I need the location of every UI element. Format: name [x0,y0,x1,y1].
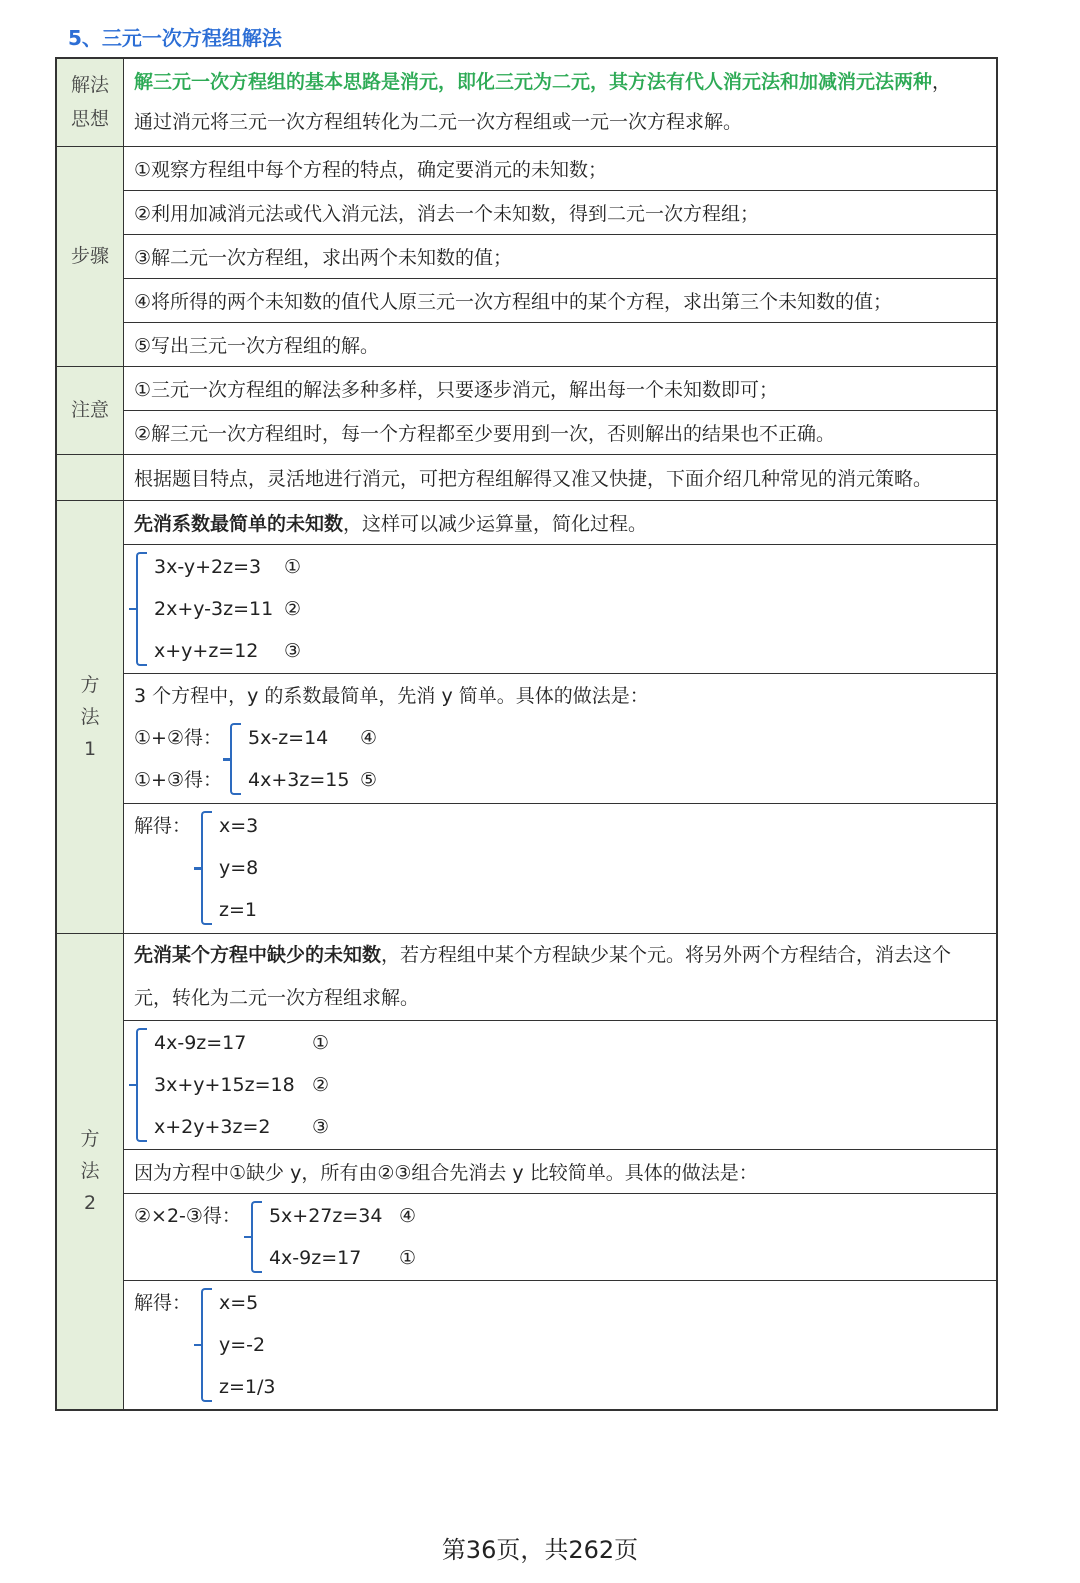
solution-system [199,805,258,931]
combo-labels [134,717,222,801]
solution-label-col [134,805,191,931]
combo-label: ①+③得： [134,769,222,791]
method2-system [124,1020,998,1149]
method1-work [124,673,998,803]
label-steps: 步骤 [56,146,124,366]
step-item: ①观察方程组中每个方程的特点，确定要消元的未知数； [124,146,998,190]
solution-line: x=5 [219,1291,259,1314]
idea-green-text: 解三元一次方程组的基本思路是消元，即化三元为二元，其方法有代人消元法和加减消元法两种 [134,71,933,94]
method2-intro-rest: ，若方程组中某个方程缺少某个元。将另外两个方程结合，消去这个元，转化为二元一次方程组求解。 [134,943,952,1009]
brace-icon [136,552,147,666]
label-notes: 注意 [56,366,124,454]
solution-line: y=8 [219,857,259,879]
method2-work [124,1193,998,1280]
combo-labels [134,1195,241,1279]
label-method1 [56,500,124,933]
step-item: ⑤写出三元一次方程组的解。 [124,322,998,366]
step-item: ④将所得的两个未知数的值代人原三元一次方程组中的某个方程，求出第三个未知数的值； [124,278,998,322]
label-idea-line2: 思想 [70,108,109,131]
strategy-text: 根据题目特点，灵活地进行消元，可把方程组解得又准又快捷，下面介绍几种常见的消元策略。 [124,454,998,500]
solution-line: z=1 [219,899,257,921]
equation-system [228,717,377,801]
label-idea-line1: 解法 [70,74,109,97]
brace-icon [251,1201,262,1273]
equation-line: x+2y+3z=2 ③ [154,1115,330,1138]
equation-system [249,1195,416,1279]
equation-line: 2x+y-3z=11 ② [154,597,302,620]
brace-icon [230,723,241,795]
equation-system [134,1022,986,1148]
equation-line: 5x-z=14 ④ [248,727,378,749]
solution-line: z=1/3 [219,1375,276,1398]
idea-rest-text: 通过消元将三元一次方程组转化为二元一次方程组或一元一次方程求解。 [134,111,743,134]
label-method2 [56,933,124,1410]
row-idea [56,58,997,146]
brace-icon [136,1028,147,1142]
step-item: ③解二元一次方程组，求出两个未知数的值； [124,234,998,278]
label-char: 法 [80,1160,100,1183]
solution-line: y=-2 [219,1333,266,1356]
equation-line: x+y+z=12 ③ [154,639,302,662]
combo-block [134,717,986,801]
solution-block [134,1282,986,1408]
note-item: ②解三元一次方程组时，每一个方程都至少要用到一次，否则解出的结果也不正确。 [124,410,998,454]
solution-block [134,805,986,931]
method-table [55,57,998,1411]
equation-line: 4x+3z=15 ⑤ [248,769,378,791]
label-char: 1 [83,737,97,760]
combo-block [134,1195,986,1279]
method1-intro [124,500,998,544]
equation-line: 3x+y+15z=18 ② [154,1073,330,1096]
solve-label: 解得： [134,1291,192,1314]
label-char: 2 [83,1192,97,1215]
note-item: ①三元一次方程组的解法多种多样，只要逐步消元，解出每一个未知数即可； [124,366,998,410]
equation-line: 3x-y+2z=3 ① [154,555,302,578]
method2-solution [124,1280,998,1410]
brace-icon [201,811,212,925]
method1-explain: 3 个方程中，y 的系数最简单，先消 y 简单。具体的做法是： [134,685,649,707]
label-empty [56,454,124,500]
equation-line: 4x-9z=17 ① [268,1246,416,1269]
section-heading: 5、三元一次方程组解法 [68,26,282,50]
method2-intro-bold: 先消某个方程中缺少的未知数 [134,943,382,966]
method2-intro [124,933,998,1020]
label-char: 法 [80,705,100,728]
step-item: ②利用加减消元法或代入消元法，消去一个未知数，得到二元一次方程组； [124,190,998,234]
method1-intro-rest: ，这样可以减少运算量，简化过程。 [343,512,648,535]
solve-label: 解得： [134,815,192,837]
label-char: 方 [80,1128,100,1151]
method1-system [124,544,998,673]
equation-line: 5x+27z=34 ④ [268,1204,416,1227]
idea-comma: ， [932,71,952,94]
method1-solution [124,803,998,933]
solution-line: x=3 [219,815,259,837]
method1-intro-bold: 先消系数最简单的未知数 [134,512,344,535]
combo-label: ①+②得： [134,727,222,749]
equation-system [134,546,986,672]
combo-label: ②×2-③得： [134,1204,241,1227]
page-number: 第36页，共262页 [441,1536,639,1564]
label-char: 方 [80,673,100,696]
solution-label-col [134,1282,191,1408]
equation-line: 4x-9z=17 ① [154,1031,330,1054]
label-idea [56,58,124,146]
method2-explain: 因为方程中①缺少 y，所有由②③组合先消去 y 比较简单。具体的做法是： [124,1149,998,1193]
solution-system [199,1282,275,1408]
idea-content [124,58,998,146]
brace-icon [201,1288,212,1402]
